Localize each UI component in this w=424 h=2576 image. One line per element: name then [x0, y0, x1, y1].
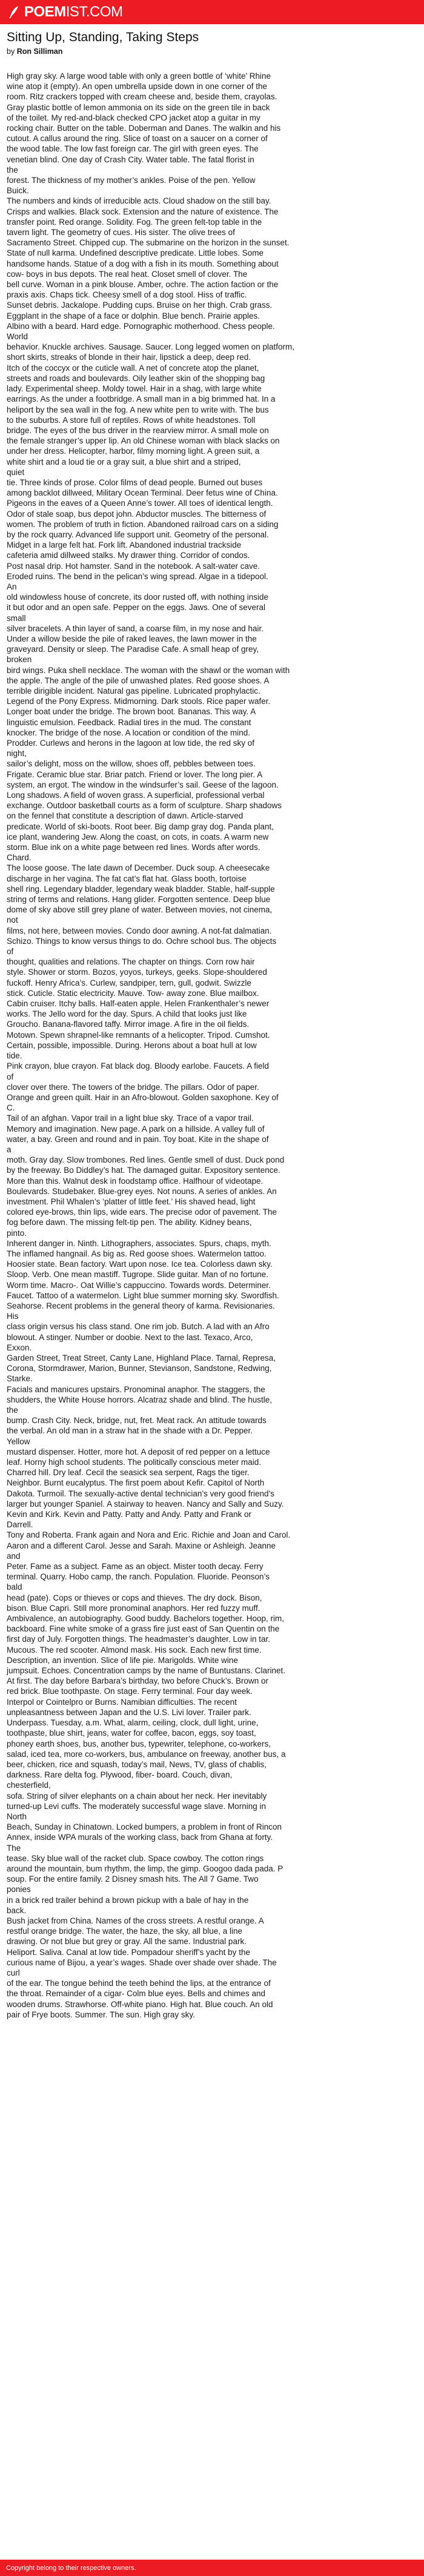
poem-line: Tony and Roberta. Frank again and Nora and Eric. Richie and Joan and Carol. [7, 1530, 291, 1540]
poem-title: Sitting Up, Standing, Taking Steps [7, 30, 199, 44]
poem-line: clover over there. The towers of the bridge. The pillars. Odor of paper. [7, 1082, 259, 1092]
poem-line: Sacramento Street. Chipped cup. The submarine on the horizon in the sunset. [7, 238, 290, 248]
poem-line: handsome hands. Statue of a dog with a fish in its mouth. Something about [7, 259, 279, 268]
poem-line: darkness. Rare delta fog. Plywood, fiber- board. Couch, divan, [7, 1770, 233, 1780]
poem-line: Itch of the coccyx or the cuticle wall. A net of concrete atop the planet, [7, 363, 259, 373]
poem-line: not [7, 915, 18, 925]
poem-line: stick. Cuticle. Static electricity. Mauve. Tow- away zone. Blue mailbox. [7, 988, 259, 998]
poem-line: Worm time. Macro-. Oat Willie’s cappuccino. Towards words. Determiner. [7, 1280, 271, 1290]
poem-line: under her dress. Helicopter, harbor, filmy morning light. A green suit, a [7, 446, 260, 456]
poem-line: Exxon. [7, 1343, 32, 1352]
poem-line: colored eye-brows, thin lips, wide ears. The precise odor of pavement. The [7, 1207, 277, 1217]
poem-line: exchange. Outdoor basketball courts as a form of sculpture. Sharp shadows [7, 801, 282, 811]
poem-line: restful orange bridge. The water, the haze, the sky, all blue, a line [7, 1927, 242, 1936]
poem-line: broken [7, 655, 32, 665]
poem-line: fuckoff. Henry Africa’s. Curlew, sandpiper, tern, gull, godwit. Swizzle [7, 978, 251, 988]
poem-line: class origin versus his class stand. One rim job. Butch. A lad with an Afro [7, 1322, 270, 1332]
poem-line: in a brick red trailer behind a brown pickup with a bale of hay in the [7, 1895, 249, 1905]
poem-line: tide. [7, 1051, 22, 1061]
poem-line: predicate. World of ski-boots. Root beer. Big damp gray dog. Panda plant, [7, 822, 274, 831]
poem-line: Faucet. Tattoo of a watermelon. Light blue summer morning sky. Swordfish. [7, 1290, 279, 1300]
poem-line: night, [7, 749, 27, 759]
poem-line: Prodder. Curlews and herons in the lagoon at low tide, the red sky of [7, 739, 254, 748]
poem-line: phoney earth shoes, bus, another bus, typewriter, telephone, co-workers, [7, 1739, 271, 1748]
poem-line: transfer point. Red orange. Solidity. Fog. The green felt-top table in the [7, 217, 262, 227]
poem-line: water, a bay. Green and round and in pain. Toy boat. Kite in the shape of [7, 1134, 269, 1144]
poem-line: the verbal. An old man in a straw hat in the shade with a Dr. Pepper. [7, 1426, 253, 1436]
poem-line: curl [7, 1968, 20, 1977]
poem-line: Groucho. Banana-flavored taffy. Mirror image. A fire in the oil fields. [7, 1020, 250, 1029]
poem-body [7, 71, 388, 2020]
poem-line: works. The Jello word for the day. Spurs. A child that looks just like [7, 1009, 247, 1019]
byline [7, 47, 388, 56]
poem-line: moth. Gray day. Slow trombones. Red lines. Gentle smell of dust. Duck pond [7, 1155, 285, 1165]
poem-line: string of terms and relations. Hang glider. Forgotten sentence. Deep blue [7, 895, 271, 905]
poem-line: beer, chicken, rice and squash, today’s mail, News, TV, glass of chablis, [7, 1759, 267, 1769]
poem-line: unpleasantness between Japan and the U.S. Livi lover. Trailer park. [7, 1707, 251, 1717]
poem-line: tease. Sky blue wall of the racket club. Space cowboy. The cotton rings [7, 1853, 264, 1863]
poem-line: cutout. A callus around the ring. Slice of toast on a saucer on a corner of [7, 134, 268, 144]
poem-line: the female stranger’s upper lip. An old Chinese woman with black slacks on [7, 436, 280, 446]
poem-line: curious name of Bijou, a year’s wages. Shade over shade over shade. The [7, 1957, 277, 1967]
poem-line: sofa. String of silver elephants on a chain about her neck. Her inevitably [7, 1791, 267, 1801]
copyright-text: Copyright belong to their respective owners. [6, 2564, 136, 2572]
poem-line: Legend of the Pony Express. Midmorning. Dark stools. Rice paper wafer. [7, 697, 271, 706]
poem-line: Corona, Stormdrawer, Marion, Bunner, Stevianson, Sandstone, Redwing, [7, 1364, 272, 1373]
poem-line: Pigeons in the eaves of a Queen Anne’s tower. All toes of identical length. [7, 499, 273, 508]
poem-line: Annex, inside WPA murals of the working class, back from Ghana at forty. [7, 1833, 273, 1842]
poem-line: storm. Blue ink on a white page between red lines. Words after words. [7, 843, 260, 852]
poem-line: red brick. Blue toothpaste. On stage. Ferry terminal. Four day week. [7, 1687, 253, 1696]
poem-line: the [7, 165, 18, 174]
poem-line: Bush jacket from China. Names of the cross streets. A restful orange. A [7, 1916, 264, 1925]
poem-line: Seahorse. Recent problems in the general theory of karma. Revisionaries. [7, 1301, 275, 1310]
quill-icon [8, 5, 19, 19]
poem-line: room. Ritz crackers topped with cream cheese and, beside them, crayolas. [7, 92, 277, 102]
poem-line: system, an ergot. The window in the windsurfer’s sail. Geese of the lagoon. [7, 780, 279, 789]
poem-line: back. [7, 1905, 27, 1915]
poem-line: Tail of an afghan. Vapor trail in a light blue sky. Trace of a vapor trail. [7, 1114, 254, 1123]
poem-line: the [7, 1406, 18, 1415]
poem-line: The numbers and kinds of irreducible acts. Cloud shadow on the still bay. [7, 196, 271, 206]
poem-line: Facials and manicures upstairs. Pronominal anaphor. The staggers, the [7, 1384, 265, 1394]
poem-line: of [7, 1072, 14, 1081]
poem-line: North [7, 1811, 27, 1821]
poem-line: Sloop. Verb. One mean mastiff. Tugrope. Slide guitar. Man of no fortune. [7, 1270, 269, 1280]
poem-line: graveyard. Density or sleep. The Paradise Cafe. A small heap of grey, [7, 645, 259, 654]
poem-line: The inflamed hangnail. As big as. Red goose shoes. Watermelon tattoo. [7, 1249, 267, 1258]
poem-line: and [7, 1551, 21, 1561]
poem-line: wooden drums. Strawhorse. Off-white piano. High hat. Blue couch. An old [7, 1999, 273, 2009]
poem-line: Frigate. Ceramic blue star. Briar patch. Friend or lover. The long pier. A [7, 769, 263, 779]
poem-line: short skirts, streaks of blonde in their hair, lipstick a deep, deep red. [7, 353, 251, 362]
poem-line: investment. Phil Whalen’s ‘platter of little feet.’ His shaved head, light [7, 1197, 256, 1206]
poem-line: on the fennel that constitute a description of dawn. Article-starved [7, 811, 243, 821]
poem-line: His [7, 1312, 19, 1321]
poem-line: The [7, 1843, 21, 1853]
poem-line: Darrell. [7, 1520, 33, 1530]
poem-line: The loose goose. The late dawn of December. Duck soup. A cheesecake [7, 863, 270, 873]
poem-line: first day of July. Forgotten things. The headmaster’s daughter. Low in tar. [7, 1635, 270, 1644]
poem-line: Chard. [7, 853, 31, 863]
poem-line: More than this. Walnut desk in foodstamp office. Halfhour of videotape. [7, 1176, 263, 1186]
poem-line: ponies [7, 1885, 31, 1894]
poem-line: At first. The day before Barbara’s birthday, two before Chuck’s. Brown or [7, 1676, 268, 1686]
poem-line: small [7, 613, 26, 623]
poem-line: World [7, 332, 28, 342]
poem-line: bridge. The eyes of the bus driver in the rearview mirror. A small mole on [7, 425, 269, 435]
poem-line: by the rock quarry. Advanced life support unit. Geometry of the personal. [7, 529, 269, 539]
poem-line: Eroded ruins. The bend in the pelican’s wing spread. Algae in a tidepool. [7, 571, 268, 581]
poem-line: bison. Blue Capri. Still more pronominal anaphors. Her red fuzzy muff. [7, 1603, 260, 1613]
poem-line: of the toilet. My red-and-black checked CPO jacket atop a guitar in my [7, 113, 260, 122]
poem-line: by the freeway. Bo Diddley’s hat. The damaged guitar. Expository sentence. [7, 1166, 280, 1175]
poem-line: Cabin cruiser. Itchy balls. Half-eaten apple. Helen Frankenthaler’s newer [7, 999, 270, 1009]
poem-line: Starke. [7, 1374, 33, 1384]
poem-line: jumpsuit. Echoes. Concentration camps by the name of Buntustans. Clarinet. [7, 1666, 285, 1676]
poem-line: streets and roads and boulevards. Oily leather skin of the shopping bag [7, 373, 265, 383]
poem-line: Eggplant in the shape of a face or dolphin. Blue bench. Prairie apples. [7, 311, 260, 320]
poem-line: a [7, 1144, 12, 1154]
poem-line: cafeteria amid dillweed stalks. My drawer thing. Corridor of condos. [7, 551, 250, 560]
poem-line: Description, an invention. Slice of life pie. Marigolds. White wine [7, 1655, 238, 1665]
poem-line: bell curve. Woman in a pink blouse. Amber, ochre. The action faction or the [7, 280, 279, 290]
poem-line: larger but younger Spaniel. A stairway to heaven. Nancy and Sally and Suzy. [7, 1499, 284, 1509]
poem-line: knocker. The bridge of the nose. A location or condition of the mind. [7, 728, 251, 737]
poem-line: of the ear. The tongue behind the teeth behind the lips, at the entrance of [7, 1979, 271, 1988]
poem-line: Charred hill. Dry leaf. Cecil the seasick sea serpent, Rags the tiger. [7, 1468, 250, 1478]
poem-line: wine atop it (empty). An open umbrella upside down in one corner of the [7, 82, 268, 91]
poem-line: linguistic emulsion. Feedback. Radial tires in the mud. The constant [7, 717, 251, 727]
poem-line: dome of sky above still grey plane of water. Between movies, not cinema, [7, 905, 273, 915]
poem-line: to the suburbs. A store full of reptiles. Rows of white headstones. Toll [7, 415, 256, 425]
poem-line: around the mountain, bum rhythm, the limp, the gimp. Googoo dada pada. P [7, 1864, 283, 1873]
poem-line: pair of Frye boots. Summer. The sun. High gray sky. [7, 2010, 195, 2019]
poem-line: heliport by the sea wall in the fog. A new white pen to write with. The bus [7, 405, 269, 414]
poem-line: tie. Three kinds of prose. Color films of dead people. Burned out buses [7, 477, 263, 487]
poem-line: Interpol or Cointelpro or Burns. Namibian difficulties. The recent [7, 1697, 237, 1707]
poem-line: High gray sky. A large wood table with only a green bottle of ‘white’ Rhine [7, 71, 271, 81]
poem-line: discharge in her vagina. The fat cat’s flat hat. Glass booth, tortoise [7, 874, 247, 883]
poem-line: Sunset debris. Jackalope. Pudding cups. Bruise on her thigh. Crab grass. [7, 300, 273, 310]
poem-line: An [7, 582, 17, 591]
poem-line: Garden Street, Treat Street, Canty Lane, Highland Place. Tarnal, Represa, [7, 1353, 276, 1363]
poem-line: venetian blind. One day of Crash City. Water table. The fatal florist in [7, 154, 254, 164]
logo-text-thin: IST.COM [65, 4, 123, 20]
poem-line: Schizo. Things to know versus things to do. Ochre school bus. The objects [7, 936, 277, 946]
poem-line: Odor of stale soap, bus depot john. Abductor muscles. The bitterness of [7, 509, 267, 519]
poem-line: pinto. [7, 1228, 27, 1238]
poem-line: Hoosier state. Bean factory. Wart upon nose. Ice tea. Colorless dawn sky. [7, 1260, 273, 1269]
poem-line: cow- boys in bus depots. The real heat. Closet smell of clover. The [7, 269, 248, 279]
poem-line: Under a willow beside the pile of raked leaves, the lawn mower in the [7, 634, 257, 643]
poem-line: bump. Crash City. Neck, bridge, nut, fret. Meat rack. An attitude towards [7, 1416, 267, 1426]
poem-line: Buick. [7, 186, 29, 196]
poem-line: Post nasal drip. Hot hamster. Sand in the notebook. A salt-water cave. [7, 561, 260, 571]
poem-line: tavern light. The geometry of cues. His sister. The olive trees of [7, 228, 235, 237]
poem-line: Long shadows. A field of woven grass. A superficial, professional verbal [7, 791, 265, 800]
poem-line: behavior. Knuckle archives. Sausage. Saucer. Long legged women on platform, [7, 342, 295, 352]
poem-line: Motown. Spewn shrapnel-like remnants of a helicopter. Tripod. Cumshot. [7, 1030, 270, 1040]
poem-line: Mucous. The red scooter. Almond mask. His sock. Each new first time. [7, 1645, 262, 1655]
poem-line: ice plant, wandering Jew. Along the coast, on cots, in coats. A warm new [7, 832, 269, 842]
poem-line: shell ring. Legendary bladder, legendary weak bladder. Stable, half-supple [7, 884, 275, 894]
poem-line: Inherent danger in. Ninth. Lithographers, associates. Spurs, chaps, myth. [7, 1238, 271, 1248]
poem-line: praxis axis. Chaps tick. Cheesy smell of a dog stool. Hiss of traffic. [7, 290, 247, 300]
poem-line: toothpaste, blue shirt, jeans, water for coffee, bacon, eggs, soy toast, [7, 1728, 256, 1738]
poem-line: thought, qualities and relations. The chapter on things. Corn row hair [7, 957, 255, 967]
site-footer [0, 2560, 424, 2576]
poem-line: quiet [7, 467, 25, 477]
poem-line: Heliport. Saliva. Canal at low tide. Pompadour sheriff’s yacht by the [7, 1947, 250, 1957]
poem-line: Pink crayon, blue crayon. Fat black dog. Bloody earlobe. Faucets. A field [7, 1061, 269, 1071]
poem-line: shudders, the White House horrors. Alcatraz shade and blind. The hustle, [7, 1395, 272, 1404]
poem-line: it but odor and an open safe. Pepper on the eggs. Jaws. One of several [7, 603, 266, 612]
poem-line: the wood table. The low fast foreign car. The girl with green eyes. The [7, 144, 259, 154]
poem-line: mustard dispenser. Hotter, more hot. A deposit of red pepper on a lettuce [7, 1447, 270, 1456]
site-header [0, 0, 424, 24]
poem-line: white shirt and a loud tie or a gray suit, a blue shirt and a striped, [7, 457, 241, 466]
poem-line: Memory and imagination. New page. A park on a hillside. A valley full of [7, 1124, 265, 1134]
poem-line: Longer boat under the bridge. The brown boot. Bananas. This way. A [7, 707, 256, 717]
poem-line: Neighbor. Burnt eucalyptus. The first poem about Kefir. Capitol of North [7, 1478, 265, 1488]
poem-line: sailor’s delight, moss on the willow, shoes off, pebbles between toes. [7, 759, 256, 769]
poem-line: Gray plastic bottle of lemon ammonia on its side on the green tile in back [7, 102, 270, 112]
poem-line: Crisps and walkies. Black sock. Extension and the nature of existence. The [7, 207, 279, 216]
poem-line: bald [7, 1582, 22, 1592]
poem-line: among backlot dillweed, Military Ocean Terminal. Deer fetus wine of China. [7, 488, 278, 498]
poem-line: Yellow [7, 1436, 30, 1446]
poem-line: films, not here, between movies. Condo door awning. A not-fat dalmatian. [7, 926, 272, 935]
poem-line: fog before dawn. The missing felt-tip pen. The ability. Kidney beans, [7, 1218, 252, 1227]
poem-line: blowout. A stinger. Number or doobie. Next to the last. Texaco, Arco, [7, 1332, 253, 1342]
poem-line: turned-up Levi cuffs. The moderately successful wage slave. Morning in [7, 1801, 266, 1811]
poem-line: bird wings. Puka shell necklace. The woman with the shawl or the woman with [7, 665, 290, 675]
poem-line: Ambivalence, an autobiography. Good buddy. Bachelors together. Hoop, rim, [7, 1614, 285, 1624]
site-logo[interactable] [8, 4, 123, 21]
poem-line: Midget in a large felt hat. Fork lift. Abandoned industrial trackside [7, 540, 242, 550]
byline-prefix: by [7, 47, 15, 56]
poem-line: leaf. Horny high school students. The politically conscious meter maid. [7, 1458, 261, 1467]
poem-line: Kevin and Kirk. Kevin and Patty. Patty and Andy. Patty and Frank or [7, 1510, 251, 1519]
poem-line: Orange and green quilt. Hair in an Afro-blowout. Golden saxophone. Key of [7, 1092, 279, 1102]
poem-line: head (pate). Cops or thieves or cops and thieves. The dry dock. Bison, [7, 1593, 262, 1602]
poem-line: old windowless house of concrete, its door rusted off, with nothing inside [7, 593, 268, 602]
poem-line: Certain, possible, impossible. During. Herons about a boat hull at low [7, 1040, 257, 1050]
poem-article [7, 30, 388, 2020]
poem-line: Aaron and a different Carol. Jesse and Sarah. Maxine or Ashleigh. Jeanne [7, 1541, 276, 1550]
poem-line: Albino with a beard. Hard edge. Pornographic motherhood. Chess people. [7, 321, 275, 331]
poem-line: terrible dirigible incident. Natural gas pipeline. Lubricated prophylactic. [7, 686, 260, 695]
poem-line: soup. For the entire family. 2 Disney smash hits. The All 7 Game. Two [7, 1874, 259, 1884]
poem-line: C. [7, 1103, 15, 1113]
poem-line: rocking chair. Butter on the table. Doberman and Danes. The walkin and his [7, 124, 281, 133]
poem-line: Boulevards. Studebaker. Blue-grey eyes. Not nouns. A series of ankles. An [7, 1186, 277, 1196]
poem-line: chesterfield, [7, 1781, 51, 1790]
poem-line: Underpass. Tuesday, a.m. What, alarm, ceiling, clock, dull light, urine, [7, 1718, 259, 1728]
poem-line: backboard. Fine white smoke of a grass fire just east of San Quentin on the [7, 1624, 280, 1634]
poem-line: lady. Experimental sheep. Moldy towel. Hair in a shag, with large white [7, 384, 262, 394]
poem-line: silver bracelets. A thin layer of sand, a coarse film, in my nose and hair. [7, 623, 263, 633]
poem-line: of [7, 947, 14, 957]
poem-line: drawing. Or not blue but grey or gray. All the same. Industrial park. [7, 1937, 247, 1947]
poem-line: State of null karma. Undefined descriptive predicate. Little lobes. Some [7, 248, 263, 258]
poem-line: forest. The thickness of my mother’s ankles. Poise of the pen. Yellow [7, 176, 256, 185]
logo-text-strong: POEM [24, 4, 66, 20]
poem-line: the throat. Remainder of a cigar- Colm blue eyes. Bells and chimes and [7, 1989, 265, 1999]
poem-line: terminal. Quarry. Hobo camp, the ranch. Population. Fluoride. Peonson’s [7, 1572, 270, 1582]
poem-line: women. The problem of truth in fiction. Abandoned railroad cars on a siding [7, 519, 279, 529]
poem-line: style. Shower or storm. Bozos, yoyos, turkeys, geeks. Slope-shouldered [7, 968, 267, 977]
poem-line: Dakota. Turmoil. The sexually-active dental technician’s very good friend’s [7, 1489, 274, 1498]
poem-line: Beach, Sunday in Chinatown. Locked bumpers, a problem in front of Rincon [7, 1822, 282, 1832]
author-link[interactable]: Ron Silliman [16, 47, 63, 56]
poem-line: Peter. Fame as a subject. Fame as an object. Mister tooth decay. Ferry [7, 1562, 263, 1572]
poem-line: the apple. The angle of the pile of unwashed plates. Red goose shoes. A [7, 676, 270, 685]
poem-line: salad, iced tea, more co-workers, bus, ambulance on freeway, another bus, a [7, 1749, 286, 1759]
poem-line: earrings. As the under a footbridge. A small man in a big brimmed hat. In a [7, 394, 276, 404]
